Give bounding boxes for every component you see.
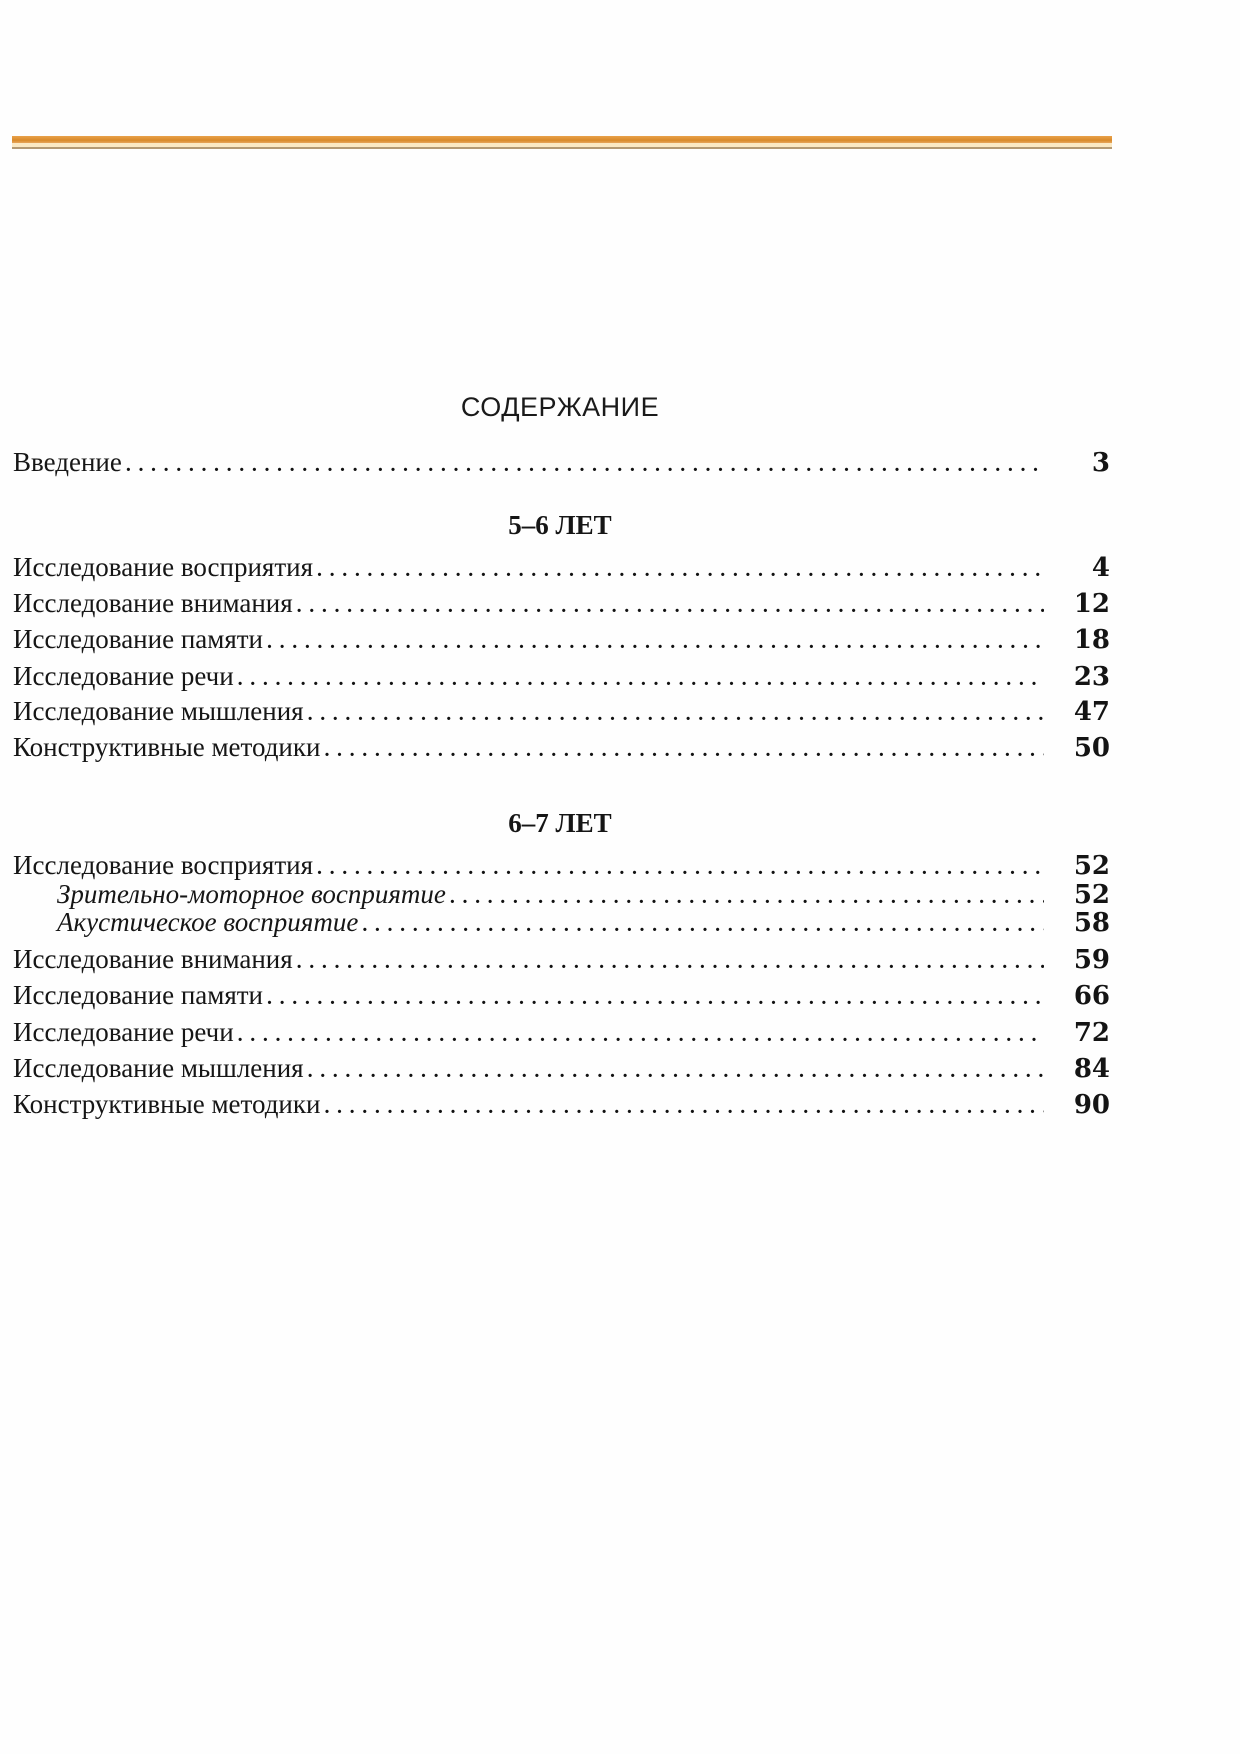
toc-entry-label: Конструктивные методики <box>13 732 321 762</box>
dot-leader <box>317 559 1044 582</box>
toc-entry-label: Конструктивные методики <box>13 1089 321 1119</box>
dot-leader <box>267 631 1044 654</box>
rule-thin-line <box>12 147 1112 149</box>
toc-page-number: 52 <box>1073 851 1110 881</box>
toc-page-number: 50 <box>1073 733 1110 763</box>
toc-entry-label: Акустическое восприятие <box>57 907 359 937</box>
toc-page-number: 90 <box>1073 1090 1110 1120</box>
toc-page-number: 59 <box>1073 945 1110 975</box>
toc-entry[interactable] <box>13 1053 1110 1087</box>
toc-entry-label: Исследование памяти <box>13 624 264 654</box>
toc-page-number: 12 <box>1073 589 1110 619</box>
dot-leader <box>308 1060 1044 1083</box>
dot-leader <box>238 668 1044 691</box>
section-heading-5-6: 5–6 ЛЕТ <box>508 510 612 540</box>
toc-entry-label: Исследование восприятия <box>13 552 314 582</box>
dot-leader <box>324 739 1043 762</box>
toc-entry-label: Введение <box>13 447 122 477</box>
toc-entry-label: Исследование внимания <box>13 588 293 618</box>
toc-entry[interactable] <box>13 1089 1110 1123</box>
dot-leader <box>297 951 1044 974</box>
toc-page-number: 4 <box>1091 553 1110 583</box>
toc-entry[interactable] <box>13 661 1110 695</box>
toc-page-number: 52 <box>1073 880 1110 910</box>
toc-entry-label: Исследование внимания <box>13 944 293 974</box>
toc-entry[interactable] <box>13 588 1110 622</box>
rule-orange-band <box>12 136 1112 143</box>
dot-leader <box>238 1024 1044 1047</box>
dot-leader <box>450 886 1044 909</box>
toc-entry[interactable] <box>13 944 1110 978</box>
header-decorative-rule <box>12 136 1112 150</box>
dot-leader <box>362 914 1044 937</box>
toc-page-number: 66 <box>1073 981 1110 1011</box>
dot-leader <box>324 1096 1043 1119</box>
toc-page-number: 72 <box>1073 1018 1110 1048</box>
toc-entry[interactable] <box>13 980 1110 1014</box>
toc-page-number: 47 <box>1073 697 1110 727</box>
toc-entry-intro[interactable] <box>13 447 1110 481</box>
toc-page-number: 3 <box>1091 448 1110 478</box>
section-heading-6-7: 6–7 ЛЕТ <box>508 808 612 838</box>
toc-page-number: 58 <box>1073 908 1110 938</box>
toc-subentry[interactable] <box>57 907 1110 941</box>
dot-leader <box>297 595 1044 618</box>
toc-entry-label: Зрительно-моторное восприятие <box>57 879 446 909</box>
toc-entry-label: Исследование мышления <box>13 1053 304 1083</box>
toc-page-number: 84 <box>1073 1054 1110 1084</box>
toc-entry-label: Исследование памяти <box>13 980 264 1010</box>
toc-entry[interactable] <box>13 1017 1110 1051</box>
toc-entry[interactable] <box>13 696 1110 730</box>
dot-leader <box>126 454 1044 477</box>
toc-entry-label: Исследование речи <box>13 661 234 691</box>
toc-entry[interactable] <box>13 732 1110 766</box>
toc-page-number: 23 <box>1073 662 1110 692</box>
dot-leader <box>267 987 1044 1010</box>
dot-leader <box>308 703 1044 726</box>
toc-entry[interactable] <box>13 624 1110 658</box>
toc-entry[interactable] <box>13 552 1110 586</box>
page-title: СОДЕРЖАНИЕ <box>460 392 660 422</box>
toc-page-number: 18 <box>1073 625 1110 655</box>
dot-leader <box>317 857 1044 880</box>
toc-entry-label: Исследование речи <box>13 1017 234 1047</box>
toc-entry-label: Исследование мышления <box>13 696 304 726</box>
toc-entry-label: Исследование восприятия <box>13 850 314 880</box>
